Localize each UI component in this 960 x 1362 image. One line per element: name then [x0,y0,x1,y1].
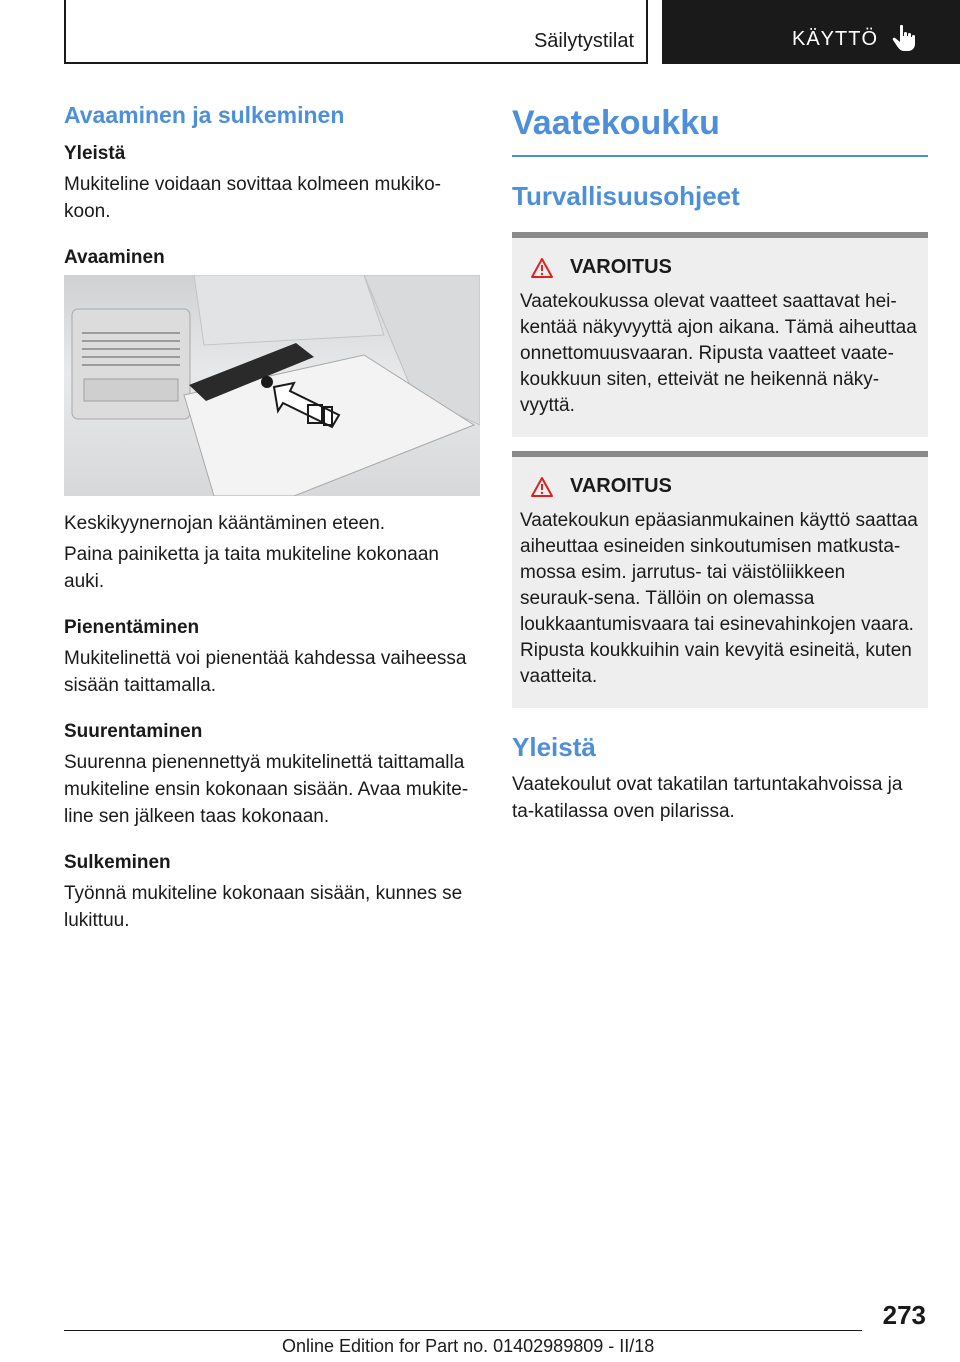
footer-edition: Online Edition for Part no. 01402989809 - II/18 [282,1336,655,1356]
header-section-box [64,0,648,64]
opening-step-1: Keskikyynernojan kääntäminen eteen. [64,513,386,534]
subhead-opening: Avaaminen [64,247,165,268]
right-column [512,100,928,847]
subhead-safety: Turvallisuusohjeet [512,181,740,211]
header-chapter-title: KÄYTTÖ [792,28,879,50]
subhead-closing: Sulkeminen [64,852,171,873]
warning-triangle-icon [530,476,554,498]
subhead-general-right: Yleistä [512,732,596,762]
left-column [64,100,480,956]
closing-text: Työnnä mukiteline kokonaan sisään, kunnes se lukittuu. [64,883,463,931]
header-chapter-box [662,0,960,64]
warning-title-2: VAROITUS [570,475,672,497]
coat-hook-general-text: Vaatekoulut ovat takatilan tartuntakahvoissa ja ta-katilassa oven pilarissa. [512,774,903,822]
warning-box-2 [512,451,928,708]
opening-step-2: Paina painiketta ja taita mukiteline kokonaan auki. [64,544,439,592]
hand-pointer-icon [892,24,918,57]
header-section-title: Säilytystilat [533,30,634,52]
warning-triangle-icon [530,257,554,279]
general-text: Mukiteline voidaan sovittaa kolmeen mukiko-koon. [64,174,442,222]
subhead-general: Yleistä [64,143,126,164]
reducing-text: Mukitelinettä voi pienentää kahdessa vaiheessa sisään taittamalla. [64,648,467,696]
warning-box-1 [512,232,928,437]
page-number: 273 [882,1300,926,1330]
subhead-enlarging: Suurentaminen [64,721,203,742]
footer-divider [64,1330,862,1331]
warning-text-1: Vaatekoukussa olevat vaatteet saattavat hei-kentää näkyvyyttä ajon aikana. Tämä aiheuttaa onnettomuusvaaran. Ripusta vaatteet vaate-koukkuun siten, etteivät ne heikennä näky-vyyttä. [520,291,917,416]
subhead-reducing: Pienentäminen [64,617,200,638]
section-title-cupholder: Avaaminen ja sulkeminen [64,102,345,128]
section-title-coat-hook: Vaatekoukku [512,104,928,157]
armrest-photo [64,275,480,496]
warning-text-2: Vaatekoukun epäasianmukainen käyttö saattaa aiheuttaa esineiden sinkoutumisen matkusta-mossa esim. jarrutus- tai väistöliikkeen seurauk-sena. Tällöin on olemassa loukkaantumisvaara tai esinevahinkojen vaara. Ripusta koukkuihin vain kevyitä esineitä, kuten vaatteita. [520,510,918,687]
enlarging-text: Suurenna pienennettyä mukitelinettä taittamalla mukiteline ensin kokonaan sisään. Avaa mukite-line sen jälkeen taas kokonaan. [64,752,469,827]
warning-title-1: VAROITUS [570,256,672,278]
